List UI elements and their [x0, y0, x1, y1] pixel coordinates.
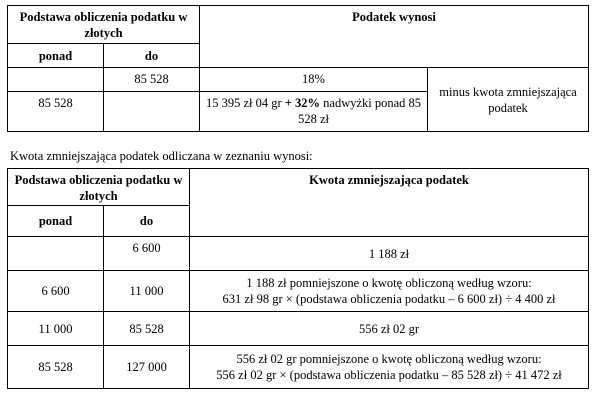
reduction-row2-amount: [190, 271, 589, 312]
reduction-table: [7, 168, 589, 389]
reduction-row2-from: 6 600: [8, 271, 104, 312]
reduction-from-header: ponad: [8, 206, 104, 237]
reduction-row3-from: 11 000: [8, 312, 104, 346]
tax-scale-row1-tax: 18%: [200, 68, 428, 92]
reduction-row3-amount-line1: 556 zł 02 gr: [358, 321, 420, 336]
tax-scale-row2-tax-text: 15 395 zł 04 gr: [205, 96, 285, 110]
reduction-row4-amount-line2: 556 zł 02 gr × (podstawa obliczenia podatku – 85 528 zł) ÷ 41 472 zł: [216, 368, 562, 382]
reduction-amount-header: Kwota zmniejszająca podatek: [190, 169, 589, 237]
tax-scale-tax-header: Podatek wynosi: [200, 6, 589, 68]
reduction-row4-amount: [190, 346, 589, 389]
reduction-row1-amount-line1: 1 188 zł: [368, 246, 410, 261]
reduction-row4-to: 127 000: [104, 346, 190, 389]
reduction-row4-from: 85 528: [8, 346, 104, 389]
tax-scale-from-header: ponad: [8, 44, 104, 68]
reduction-row3-to: 85 528: [104, 312, 190, 346]
tax-scale-row2-tax-rest: nadwyżki ponad 85 528 zł: [298, 96, 422, 126]
tax-scale-row2-from: 85 528: [8, 92, 104, 132]
reduction-row2-to: 11 000: [104, 271, 190, 312]
reduction-caption: Kwota zmniejszająca podatek odliczana w zeznaniu wynosi:: [10, 149, 313, 163]
reduction-row2-amount-line1: 1 188 zł pomniejszone o kwotę obliczoną według wzoru:: [246, 276, 532, 290]
reduction-to-header: do: [104, 206, 190, 237]
reduction-row3-amount: [190, 312, 589, 346]
reduction-row2-amount-line2: 631 zł 98 gr × (podstawa obliczenia podatku – 6 600 zł) ÷ 4 400 zł: [222, 292, 556, 306]
tax-scale-row2-to: [104, 92, 200, 132]
tax-scale-row1-to: 85 528: [104, 68, 200, 92]
tax-scale-reduction-note: minus kwota zmniejszająca podatek: [428, 68, 589, 132]
tax-scale-row1-from: [8, 68, 104, 92]
reduction-row1-from: [8, 237, 104, 271]
tax-scale-row2-tax: [200, 92, 428, 132]
tax-scale-row2-tax-rate: + 32%: [284, 96, 321, 110]
tax-scale-to-header: do: [104, 44, 200, 68]
reduction-base-header: Podstawa obliczenia podatku w złotych: [8, 169, 190, 206]
tax-scale-base-header: Podstawa obliczenia podatku w złotych: [8, 6, 200, 44]
reduction-row1-to: 6 600: [104, 237, 190, 271]
reduction-row1-amount: [190, 237, 589, 271]
reduction-row4-amount-line1: 556 zł 02 gr pomniejszone o kwotę obliczoną według wzoru:: [236, 352, 542, 366]
tax-scale-table: [7, 5, 589, 132]
